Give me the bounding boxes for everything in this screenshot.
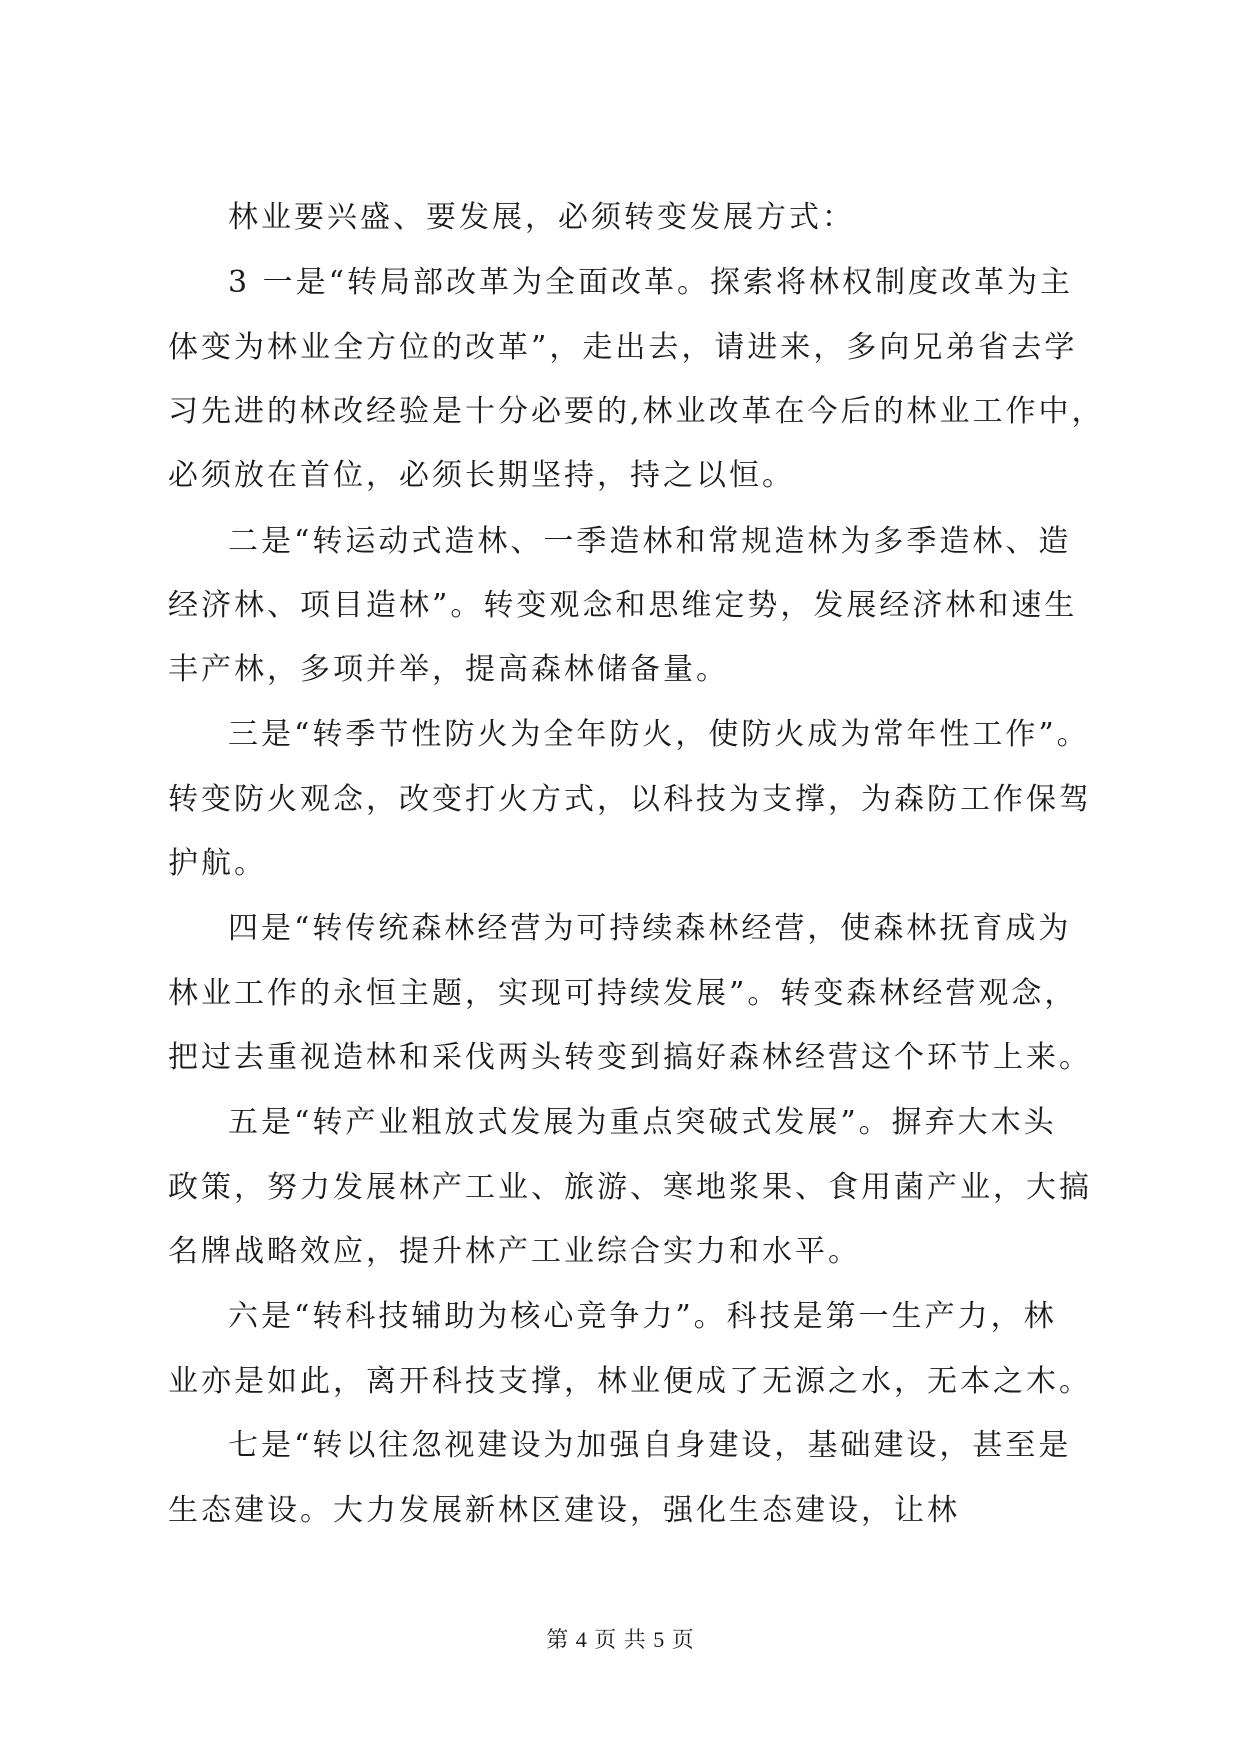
text-line: 转变防火观念，改变打火方式，以科技为支撑，为森防工作保驾	[168, 782, 1092, 817]
text-line: 二是“转运动式造林、一季造林和常规造林为多季造林、造	[228, 524, 1072, 559]
text-line: 林业要兴盛、要发展，必须转变发展方式：	[228, 200, 855, 235]
text-line: 丰产林，多项并举，提高森林储备量。	[168, 652, 729, 687]
text-line: 体变为林业全方位的改革”，走出去，请进来，多向兄弟省去学	[168, 330, 1078, 365]
text-line: 习先进的林改经验是十分必要的,林业改革在今后的林业工作中，	[168, 394, 1105, 429]
text-line: 经济林、项目造林”。转变观念和思维定势，发展经济林和速生	[168, 588, 1078, 623]
text-line: 业亦是如此，离开科技支撑，林业便成了无源之水，无本之木。	[168, 1364, 1092, 1399]
text-line: 三是“转季节性防火为全年防火，使防火成为常年性工作”。	[228, 717, 1090, 752]
text-line: 六是“转科技辅助为核心竞争力”。科技是第一生产力，林	[228, 1299, 1057, 1334]
text-line: 政策，努力发展林产工业、旅游、寒地浆果、食用菌产业，大搞	[168, 1170, 1092, 1205]
text-line: 3 一是“转局部改革为全面改革。探索将林权制度改革为主	[228, 265, 1073, 300]
text-line: 林业工作的永恒主题，实现可持续发展”。转变森林经营观念，	[168, 976, 1078, 1011]
text-line: 五是“转产业粗放式发展为重点突破式发展”。摒弃大木头	[228, 1105, 1057, 1140]
text-line: 把过去重视造林和采伐两头转变到搞好森林经营这个环节上来。	[168, 1040, 1092, 1075]
text-line: 名牌战略效应，提升林产工业综合实力和水平。	[168, 1234, 861, 1269]
text-line: 七是“转以往忽视建设为加强自身建设，基础建设，甚至是	[228, 1428, 1072, 1463]
page-indicator: 第 4 页 共 5 页	[546, 1627, 695, 1652]
text-line: 四是“转传统森林经营为可持续森林经营，使森林抚育成为	[228, 911, 1072, 946]
text-line: 生态建设。大力发展新林区建设，强化生态建设，让林	[168, 1493, 960, 1528]
text-line: 必须放在首位，必须长期坚持，持之以恒。	[168, 458, 795, 493]
text-line: 护航。	[168, 846, 267, 881]
